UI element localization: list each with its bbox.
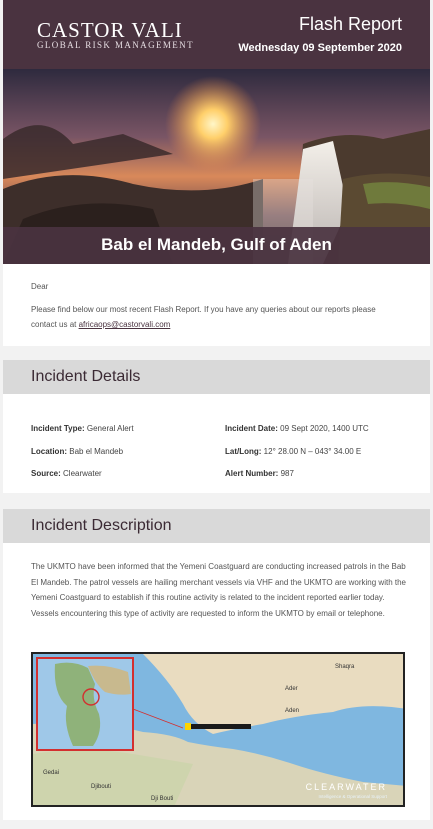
section-header <box>3 360 430 394</box>
incident-date-field <box>225 424 369 433</box>
alert-number-label: Alert Number: <box>225 469 279 478</box>
section-header <box>3 509 430 543</box>
latlong-field <box>225 447 361 456</box>
latlong-value: 12° 28.00 N – 043° 34.00 E <box>263 447 362 456</box>
incident-details-title: Incident Details <box>31 368 141 385</box>
map-label-gedai: Gedai <box>43 770 60 776</box>
report-date: Wednesday 09 September 2020 <box>238 42 402 54</box>
clearwater-logo: CLEARWATER <box>305 782 387 792</box>
incident-description-title: Incident Description <box>31 517 172 534</box>
alert-number-field <box>225 469 294 478</box>
latlong-label: Lat/Long: <box>225 447 262 456</box>
source-label: Source: <box>31 469 61 478</box>
incident-map[interactable] <box>31 652 405 807</box>
intro-paragraph <box>31 302 403 332</box>
location-banner <box>3 227 430 264</box>
map-label-shaqra: Shaqra <box>335 664 355 670</box>
greeting: Dear <box>31 282 49 291</box>
intro-text: Please find below our most recent Flash Report. If you have any queries about our reports please contact us at <box>31 305 376 329</box>
location-title: Bab el Mandeb, Gulf of Aden <box>101 235 332 254</box>
intro-section <box>3 264 430 346</box>
incident-details-section <box>3 360 430 493</box>
map-label-dji-bouti: Dji Bouti <box>151 796 174 802</box>
incident-date-label: Incident Date: <box>225 424 278 433</box>
incident-type-label: Incident Type: <box>31 424 85 433</box>
location-field <box>31 447 123 456</box>
map-label-ader: Ader <box>285 686 298 692</box>
clearwater-tagline: Intelligence & Operational Support <box>318 794 387 799</box>
location-value: Bab el Mandeb <box>69 447 124 456</box>
hero-image <box>3 69 430 264</box>
incident-type-field <box>31 424 134 433</box>
source-value: Clearwater <box>63 469 102 478</box>
brand-tagline: GLOBAL RISK MANAGEMENT <box>37 40 194 50</box>
incident-description-text: The UKMTO have been informed that the Yemeni Coastguard are conducting increased patrols in the Bab El Mandeb. The patrol vessels are hailing merchant vessels via VHF and the UKMTO are working with the Yemeni Coastguard to establish if this routine activity is related to the incident reported earlier today. Vessels encountering this type of activity are requested to inform the UKMTO by email or telephone. <box>31 562 406 618</box>
incident-description-section <box>3 509 430 820</box>
alert-number-value: 987 <box>280 469 294 478</box>
incident-date-value: 09 Sept 2020, 1400 UTC <box>280 424 369 433</box>
contact-email-link[interactable]: africaops@castorvali.com <box>78 320 171 329</box>
map-label-aden: Aden <box>285 708 300 714</box>
report-title: Flash Report <box>298 14 402 34</box>
map-label-djibouti: Djibouti <box>91 784 112 790</box>
brand-logo: CASTOR VALI <box>37 18 183 42</box>
report-header <box>3 0 430 69</box>
location-label: Location: <box>31 447 67 456</box>
incident-type-value: General Alert <box>86 424 134 433</box>
source-field <box>31 469 102 478</box>
